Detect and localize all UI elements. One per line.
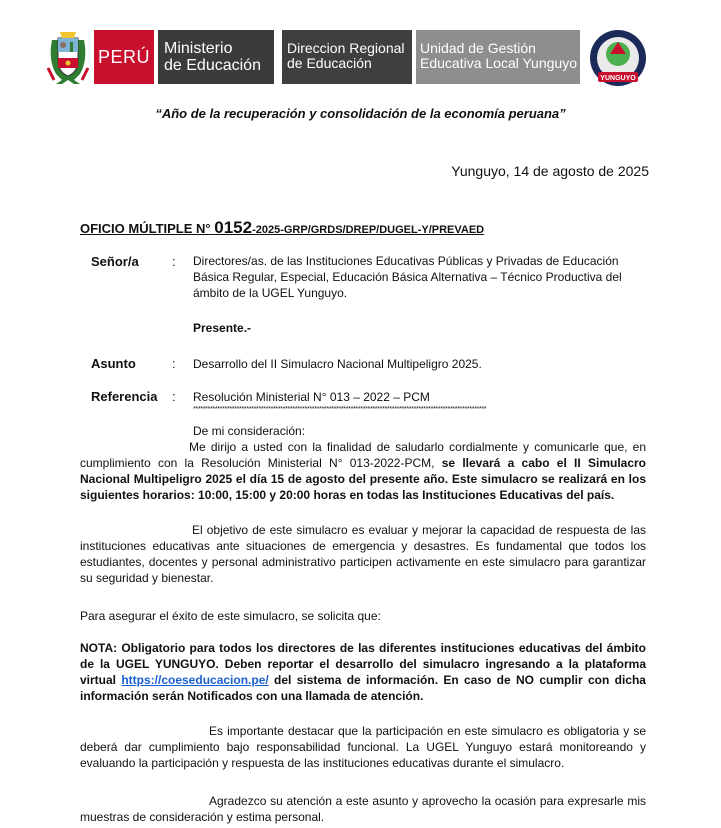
ugel-label [416, 30, 580, 84]
asunto-colon: : [172, 356, 176, 371]
drep-line-2: de Educación [287, 55, 372, 71]
oficio-suffix: -2025-GRP/GRDS/DREP/DUGEL-Y/PREVAED [252, 224, 485, 236]
ugel-line-2: Educativa Local Yunguyo [420, 55, 577, 71]
oficio-number: 0152 [214, 218, 253, 237]
senor-colon: : [172, 254, 176, 269]
nota-text-b: del sistema de información. En caso de NO cumplir con dicha información serán Notificados con una llamada de atención. [80, 673, 646, 703]
emblem-text: YUNGUYO [600, 75, 636, 82]
paragraph-4: Es importante destacar que la participación en este simulacro es obligatoria y se deberá dar cumplimiento bajo responsabilidad funcional. La UGEL Yunguyo estará monitoreando y evaluando la participación y respuesta de las instituciones educativas durante el simulacro. [80, 724, 646, 770]
year-motto: “Año de la recuperación y consolidación de la economía peruana” [155, 106, 566, 121]
paragraph-1-bold: se llevará a cabo el II Simulacro Nacional Multipeligro 2025 el día 15 de agosto del presente año. Este simulacro se realizará en los siguientes horarios: 10:00, 15:00 y 20:00 horas en todas las Instituciones Educativas del país. [80, 456, 646, 502]
letter-date: Yunguyo, 14 de agosto de 2025 [451, 163, 649, 179]
asunto-label: Asunto [91, 356, 136, 371]
greeting: De mi consideración: [193, 424, 306, 438]
paragraph-1-text: Me dirijo a usted con la finalidad de saludarlo cordialmente y comunicarle que, en cumplimiento con la Resolución Ministerial N° 013-2022-PCM, [80, 440, 646, 470]
ministerio-label [158, 30, 274, 84]
referencia-label: Referencia [91, 389, 158, 404]
ministerio-line-2: de Educación [164, 57, 261, 74]
separator-stars: ************************************************************************************************************************* [193, 406, 487, 413]
paragraph-3: Para asegurar el éxito de este simulacro, se solicita que: [80, 609, 381, 623]
paragraph-5: Agradezco su atención a este asunto y aprovecho la ocasión para expresarle mis muestras de consideración y estima personal. [80, 794, 646, 824]
presente-text: Presente.- [193, 321, 252, 335]
oficio-title [80, 218, 484, 238]
ugel-line-1: Unidad de Gestión [420, 40, 536, 56]
oficio-prefix: OFICIO MÚLTIPLE N° [80, 221, 215, 236]
asunto-text: Desarrollo del II Simulacro Nacional Multipeligro 2025. [193, 357, 482, 371]
referencia-colon: : [172, 389, 176, 404]
ugel-yunguyo-emblem-icon [588, 28, 648, 88]
peru-coat-of-arms-icon [46, 30, 90, 86]
coeseducacion-link[interactable]: https://coeseducacion.pe/ [121, 673, 269, 687]
peru-label: PERÚ [94, 30, 154, 84]
letterhead [0, 28, 721, 90]
nota-text-a: NOTA: Obligatorio para todos los directores de las diferentes instituciones educativas del ámbito de la UGEL YUNGUYO. Deben reportar el desarrollo del simulacro ingresando a la plataforma virtual [80, 641, 646, 687]
senor-label: Señor/a [91, 254, 139, 269]
paragraph-2: El objetivo de este simulacro es evaluar y mejorar la capacidad de respuesta de las instituciones educativas ante situaciones de emergencia y desastres. Es fundamental que todos los estudiantes, docentes y personal administrativo participen activamente en este simulacro para garantizar su seguridad y bienestar. [80, 523, 646, 585]
ministerio-line-1: Ministerio [164, 40, 233, 57]
drep-line-1: Direccion Regional [287, 40, 405, 56]
nota-paragraph [80, 640, 646, 704]
senor-text: Directores/as. de las Instituciones Educativas Públicas y Privadas de Educación Básica Regular, Especial, Educación Básica Alternativa – Técnico Productiva del ámbito de la UGEL Yunguyo. [193, 254, 622, 300]
paragraph-1 [80, 439, 646, 503]
drep-label [282, 30, 412, 84]
referencia-text: Resolución Ministerial N° 013 – 2022 – PCM [193, 390, 430, 404]
